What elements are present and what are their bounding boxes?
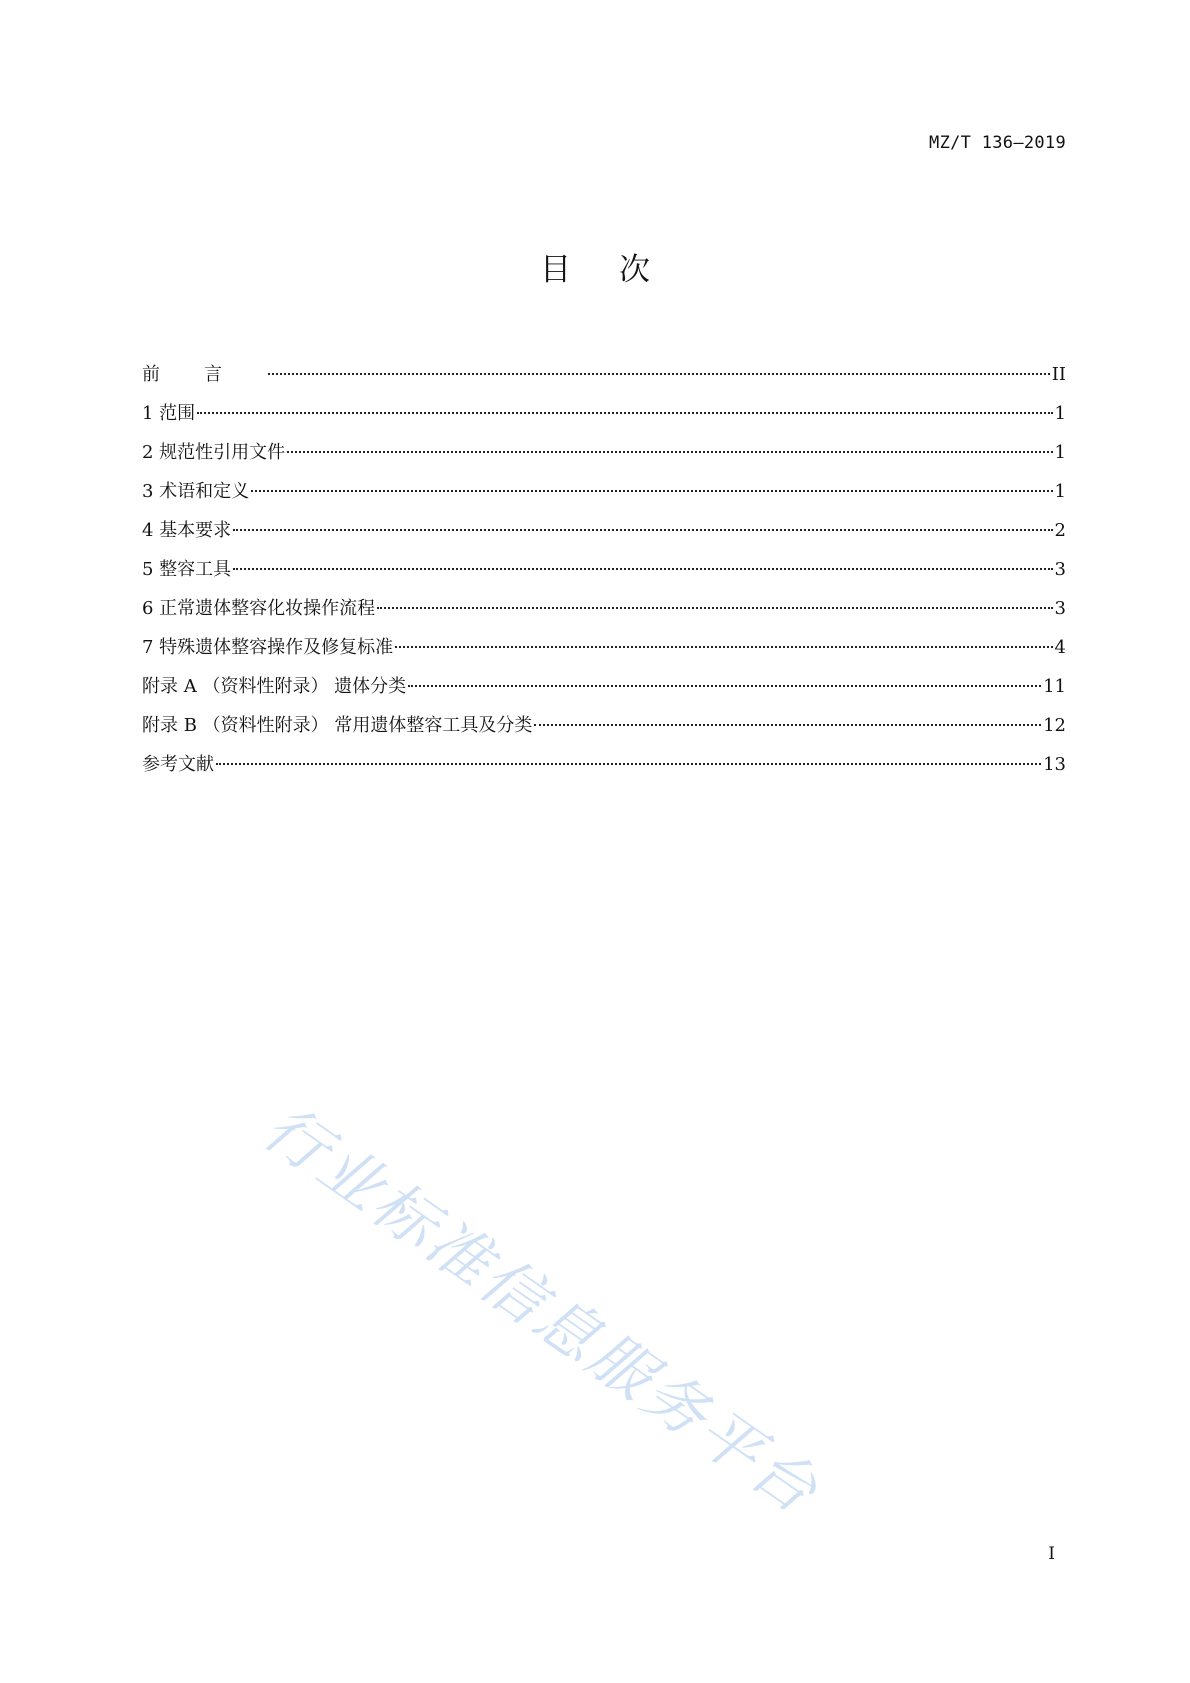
toc-entry-page: 3	[1054, 559, 1066, 580]
toc-entry-page: 1	[1054, 442, 1066, 463]
page-title: 目次	[540, 252, 698, 288]
toc-leader-dots	[377, 605, 1052, 609]
toc-leader-dots	[197, 410, 1052, 414]
toc-entry-page: II	[1051, 364, 1066, 385]
toc-entry-normative-references[interactable]	[142, 433, 1066, 472]
toc-entry-page: 1	[1054, 403, 1066, 424]
toc-entry-foreword[interactable]	[142, 355, 1066, 394]
toc-entry-label: 5 整容工具	[142, 559, 232, 580]
toc-leader-dots	[233, 527, 1052, 531]
standard-code: MZ/T 136—2019	[929, 133, 1066, 153]
toc-leader-dots	[534, 722, 1041, 726]
toc-entry-label: 2 规范性引用文件	[142, 442, 286, 463]
toc-entry-label: 附录 A （资料性附录） 遗体分类	[142, 676, 407, 697]
toc-entry-appendix-b[interactable]	[142, 706, 1066, 745]
toc-entry-bibliography[interactable]	[142, 745, 1066, 784]
toc-entry-page: 4	[1054, 637, 1066, 658]
toc-entry-label: 6 正常遗体整容化妆操作流程	[142, 598, 376, 619]
toc-entry-special-procedure[interactable]	[142, 628, 1066, 667]
toc-leader-dots	[408, 683, 1041, 687]
toc-entry-page: 12	[1043, 715, 1066, 736]
toc-leader-dots	[251, 488, 1052, 492]
toc-entry-label: 7 特殊遗体整容操作及修复标准	[142, 637, 394, 658]
toc-entry-page: 3	[1054, 598, 1066, 619]
page-number: I	[1048, 1544, 1055, 1564]
table-of-contents	[142, 355, 1066, 784]
toc-entry-label: 前言	[142, 364, 266, 385]
toc-entry-label: 参考文献	[142, 754, 214, 775]
toc-entry-label: 4 基本要求	[142, 520, 232, 541]
toc-entry-terms-definitions[interactable]	[142, 472, 1066, 511]
toc-leader-dots	[233, 566, 1052, 570]
toc-entry-normal-procedure[interactable]	[142, 589, 1066, 628]
toc-leader-dots	[287, 449, 1052, 453]
toc-entry-page: 2	[1054, 520, 1066, 541]
toc-entry-tools[interactable]	[142, 550, 1066, 589]
toc-leader-dots	[395, 644, 1052, 648]
toc-entry-scope[interactable]	[142, 394, 1066, 433]
watermark: 行业标准信息服务平台	[250, 1090, 834, 1530]
toc-entry-basic-requirements[interactable]	[142, 511, 1066, 550]
toc-entry-appendix-a[interactable]	[142, 667, 1066, 706]
toc-leader-dots	[216, 761, 1041, 765]
toc-entry-page: 1	[1054, 481, 1066, 502]
toc-entry-label: 3 术语和定义	[142, 481, 250, 502]
toc-entry-label: 附录 B （资料性附录） 常用遗体整容工具及分类	[142, 715, 533, 736]
toc-entry-page: 11	[1043, 676, 1066, 697]
toc-leader-dots	[268, 371, 1050, 375]
toc-entry-label: 1 范围	[142, 403, 196, 424]
toc-entry-page: 13	[1043, 754, 1066, 775]
